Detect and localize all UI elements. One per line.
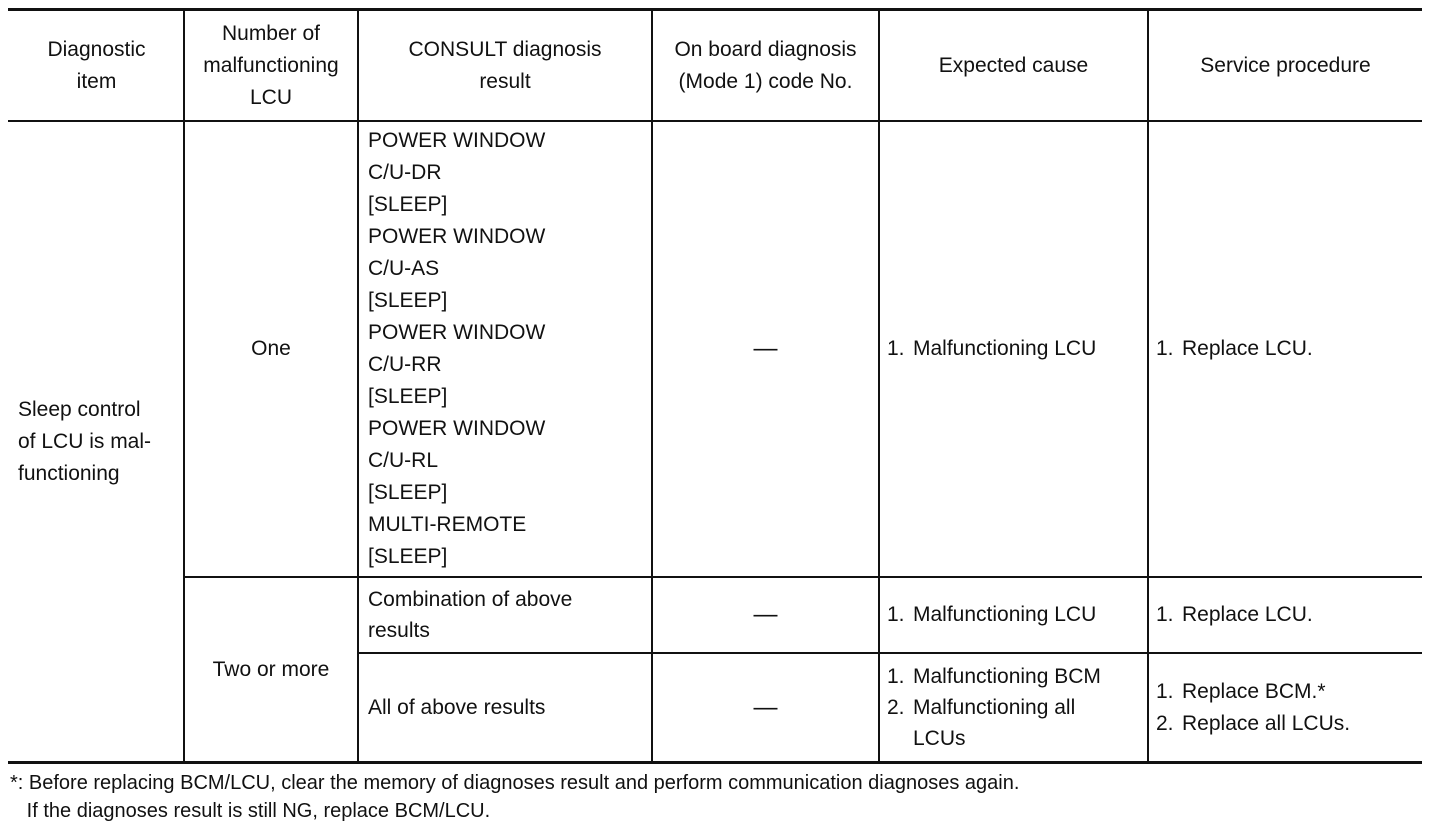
code-cell-row-1 bbox=[653, 122, 878, 576]
header-number-malfunctioning bbox=[185, 11, 357, 120]
consult-line: [SLEEP] bbox=[368, 289, 448, 312]
header-line: On board diagnosis bbox=[674, 37, 857, 61]
header-line: Expected cause bbox=[938, 53, 1089, 77]
column-rule-4 bbox=[878, 10, 880, 762]
procedure-item bbox=[1156, 708, 1350, 740]
footnote-line: *: Before replacing BCM/LCU, clear the memory of diagnoses result and perform communication diagnoses again. bbox=[10, 772, 1020, 794]
code-value: — bbox=[753, 601, 778, 628]
procedure-number: 2. bbox=[1156, 711, 1174, 735]
consult-cell-row-1 bbox=[368, 122, 651, 576]
column-rule-2 bbox=[357, 10, 359, 762]
footnote bbox=[10, 769, 1019, 825]
consult-cell-row-2 bbox=[368, 578, 651, 652]
diagnostic-item-cell bbox=[18, 122, 183, 761]
consult-line: MULTI-REMOTE bbox=[368, 513, 527, 536]
column-rule-5 bbox=[1147, 10, 1149, 762]
cause-text-line: Malfunctioning all bbox=[913, 696, 1076, 719]
consult-line: POWER WINDOW bbox=[368, 321, 546, 344]
consult-line: C/U-RR bbox=[368, 353, 442, 376]
consult-line: All of above results bbox=[368, 695, 546, 719]
table-bottom-rule bbox=[8, 761, 1422, 764]
cause-cell-row-1 bbox=[887, 122, 1147, 576]
procedure-cell-row-1 bbox=[1156, 122, 1422, 576]
procedure-number: 1. bbox=[1156, 603, 1174, 626]
cause-text bbox=[913, 692, 1075, 754]
consult-line: Combination of above bbox=[368, 588, 573, 611]
number-value: Two or more bbox=[212, 657, 330, 681]
consult-cell-row-3 bbox=[368, 654, 651, 761]
number-value: One bbox=[251, 337, 291, 360]
consult-line: C/U-DR bbox=[368, 161, 442, 184]
consult-line: results bbox=[368, 619, 430, 642]
header-line: LCU bbox=[249, 85, 292, 109]
cause-cell-row-3 bbox=[887, 654, 1147, 761]
header-line: Number of bbox=[221, 21, 321, 45]
cause-number: 1. bbox=[887, 665, 905, 688]
header-line: malfunctioning bbox=[203, 53, 339, 77]
diagnostic-item-line: of LCU is mal- bbox=[18, 429, 152, 453]
diagnostic-item-line: functioning bbox=[18, 461, 120, 485]
header-onboard-code bbox=[653, 11, 878, 120]
cause-cell-row-2 bbox=[887, 578, 1147, 652]
consult-line: POWER WINDOW bbox=[368, 129, 546, 152]
procedure-cell-row-2 bbox=[1156, 578, 1422, 652]
consult-line: [SLEEP] bbox=[368, 193, 448, 216]
procedure-text: Replace BCM.* bbox=[1182, 679, 1326, 703]
consult-line: [SLEEP] bbox=[368, 481, 448, 504]
header-line: (Mode 1) code No. bbox=[678, 69, 853, 93]
cause-item bbox=[887, 333, 1096, 365]
number-cell-one bbox=[185, 122, 357, 576]
cause-number: 2. bbox=[887, 696, 905, 719]
number-cell-two-or-more bbox=[185, 578, 357, 761]
header-consult-result bbox=[359, 11, 651, 120]
cause-item bbox=[887, 599, 1096, 631]
consult-line: C/U-RL bbox=[368, 449, 439, 472]
cause-number: 1. bbox=[887, 603, 905, 626]
code-cell-row-2 bbox=[653, 578, 878, 652]
cause-text: Malfunctioning BCM bbox=[913, 665, 1101, 688]
header-service-procedure bbox=[1149, 11, 1422, 120]
cause-text: Malfunctioning LCU bbox=[913, 603, 1097, 626]
procedure-item bbox=[1156, 333, 1313, 365]
cause-number: 1. bbox=[887, 337, 905, 360]
header-line: CONSULT diagnosis bbox=[408, 37, 602, 61]
header-line: item bbox=[76, 69, 117, 93]
header-expected-cause bbox=[880, 11, 1147, 120]
footnote-line: If the diagnoses result is still NG, replace BCM/LCU. bbox=[10, 800, 491, 822]
procedure-item bbox=[1156, 599, 1313, 631]
procedure-cell-row-3 bbox=[1156, 654, 1422, 761]
code-value: — bbox=[753, 693, 778, 721]
procedure-text: Replace all LCUs. bbox=[1182, 711, 1351, 735]
procedure-text: Replace LCU. bbox=[1182, 603, 1313, 626]
header-line: Diagnostic bbox=[47, 37, 146, 61]
header-line: result bbox=[479, 69, 531, 93]
procedure-item bbox=[1156, 676, 1326, 708]
consult-line: C/U-AS bbox=[368, 257, 440, 280]
cause-text-line: LCUs bbox=[913, 727, 966, 750]
procedure-text: Replace LCU. bbox=[1182, 337, 1313, 360]
procedure-number: 1. bbox=[1156, 337, 1174, 360]
code-cell-row-3 bbox=[653, 654, 878, 761]
code-value: — bbox=[753, 335, 778, 362]
consult-line: POWER WINDOW bbox=[368, 417, 546, 440]
header-diagnostic-item bbox=[10, 11, 183, 120]
diagnostic-item-line: Sleep control bbox=[18, 397, 141, 421]
cause-item bbox=[887, 692, 1075, 754]
procedure-number: 1. bbox=[1156, 679, 1174, 703]
consult-line: [SLEEP] bbox=[368, 545, 448, 568]
header-line: Service procedure bbox=[1200, 53, 1371, 77]
cause-item bbox=[887, 661, 1101, 692]
consult-line: [SLEEP] bbox=[368, 385, 448, 408]
consult-line: POWER WINDOW bbox=[368, 225, 546, 248]
cause-text: Malfunctioning LCU bbox=[913, 337, 1097, 360]
